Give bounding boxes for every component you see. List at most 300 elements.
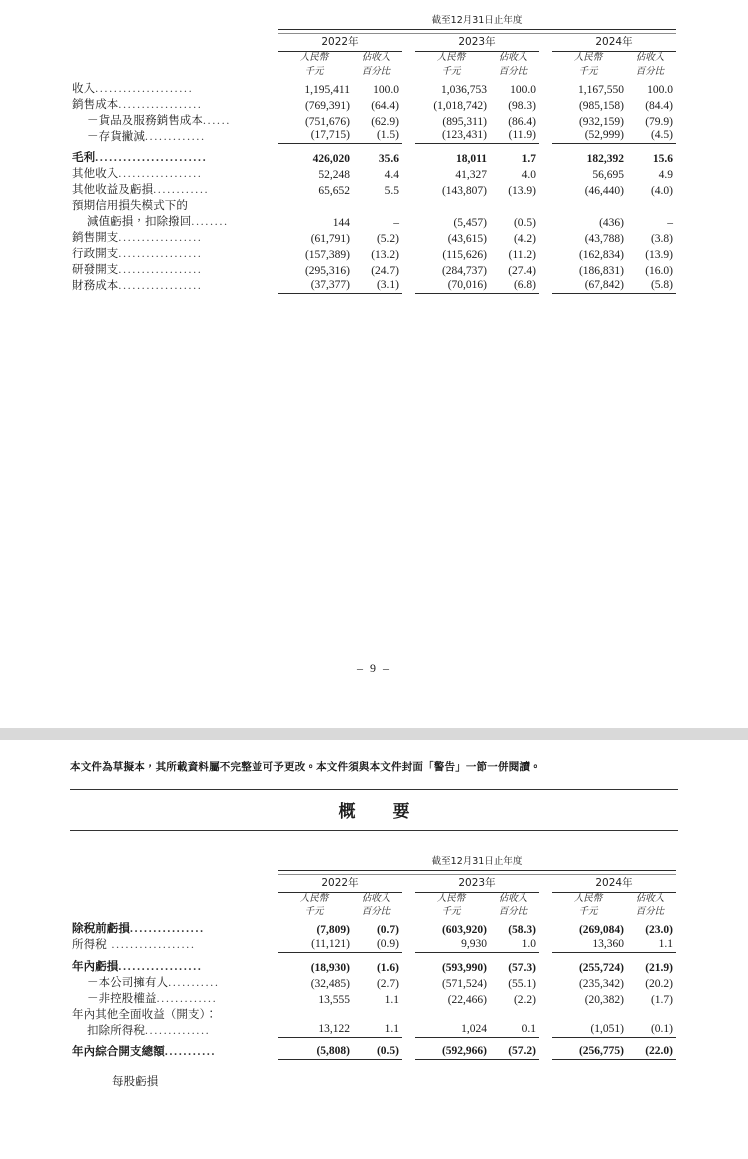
column-separator	[539, 80, 552, 96]
column-separator	[402, 261, 415, 277]
value-amount: 13,360	[552, 936, 624, 952]
value-amount: (769,391)	[304, 99, 350, 112]
value-amount: (115,626)	[442, 249, 487, 262]
unit-currency-2022	[278, 52, 350, 80]
spacer-cell	[624, 293, 676, 299]
column-separator	[402, 990, 415, 1006]
value-percent: (6.8)	[487, 277, 539, 293]
row-label	[72, 245, 264, 261]
year-sep-1	[402, 34, 415, 50]
row-label-text: 減值虧損，扣除撥回	[87, 214, 192, 229]
row-label-text: 銷售開支	[72, 230, 119, 245]
table-row	[72, 936, 676, 952]
unit-currency-line2: 千元	[304, 66, 324, 77]
value-amount: (5,808)	[278, 1043, 350, 1059]
row-spacer	[72, 293, 676, 299]
dot-leader: ..................	[118, 168, 203, 181]
column-separator	[402, 213, 415, 229]
row-label	[72, 920, 264, 936]
value-percent: 15.6	[652, 153, 673, 166]
table-header-group-1	[72, 12, 676, 80]
value-amount: (37,377)	[278, 277, 350, 293]
dot-leader: ......	[203, 114, 232, 127]
year-sep-2	[539, 874, 552, 890]
value-percent: (64.4)	[371, 99, 399, 112]
row-label	[72, 197, 264, 213]
value-amount: 18,011	[456, 153, 487, 166]
value-amount: 426,020	[312, 153, 350, 166]
table-row	[72, 96, 676, 112]
unit-currency-line1: 人民幣	[299, 53, 329, 63]
spacer-cell	[552, 293, 624, 299]
value-percent: (13.9)	[508, 185, 536, 198]
table-row	[72, 1022, 676, 1038]
dot-leader: .............	[156, 992, 218, 1005]
value-amount: 13,122	[278, 1022, 350, 1038]
value-percent: 5.5	[384, 185, 399, 198]
unit-pct-line2: 百分比	[498, 907, 528, 918]
label-gap	[264, 80, 278, 96]
cut-off-row-label: 每股虧損	[112, 1073, 159, 1088]
label-gap	[264, 1043, 278, 1059]
label-gap	[264, 213, 278, 229]
unit-pct-line2: 百分比	[635, 907, 665, 918]
label-gap	[264, 165, 278, 181]
table-row	[72, 149, 676, 165]
value-percent	[624, 1006, 676, 1022]
period-header-row	[72, 12, 676, 26]
value-amount: (895,311)	[442, 115, 487, 128]
column-separator	[402, 974, 415, 990]
unit-sep-2	[539, 892, 552, 920]
year-header-2024: 2024年	[595, 876, 633, 889]
table-row	[72, 245, 676, 261]
income-statement-table	[72, 12, 676, 299]
label-gap	[264, 245, 278, 261]
value-percent: (0.5)	[513, 217, 536, 230]
row-label-text: 收入	[72, 80, 96, 95]
value-amount: 1,195,411	[304, 83, 350, 96]
unit-blank	[72, 892, 264, 920]
column-separator	[402, 181, 415, 197]
comprehensive-income-body	[72, 920, 676, 1065]
value-percent: 4.9	[658, 169, 673, 182]
header-blank	[72, 12, 264, 26]
unit-pct-line1: 佔收入	[635, 893, 665, 904]
value-amount: (751,676)	[304, 115, 350, 128]
column-separator	[402, 1006, 415, 1022]
label-gap	[264, 1006, 278, 1022]
table-row	[72, 277, 676, 293]
value-amount: (143,807)	[441, 185, 487, 198]
column-separator	[402, 920, 415, 936]
unit-pct-2024	[624, 52, 676, 80]
row-label	[72, 936, 264, 952]
value-percent: (3.8)	[650, 233, 673, 246]
table-row	[72, 229, 676, 245]
value-amount: (235,342)	[578, 977, 624, 990]
spacer-cell	[278, 293, 350, 299]
value-percent: (24.7)	[371, 265, 399, 278]
row-label	[72, 958, 264, 974]
label-gap	[264, 974, 278, 990]
table-row	[72, 920, 676, 936]
row-label	[72, 990, 264, 1006]
value-percent: 1.1	[624, 936, 676, 952]
row-label-text: 其他收益及虧損	[72, 182, 154, 197]
row-label-text: －本公司擁有人	[87, 974, 169, 989]
value-percent: (79.9)	[645, 115, 673, 128]
value-amount: (162,834)	[578, 249, 624, 262]
unit-currency-line2: 千元	[441, 66, 461, 77]
unit-currency-line2: 千元	[304, 907, 324, 918]
unit-blank-gap	[264, 52, 278, 80]
unit-pct-line2: 百分比	[361, 907, 391, 918]
value-amount: 65,652	[318, 185, 350, 198]
value-percent: (27.4)	[508, 265, 536, 278]
row-label	[72, 1022, 264, 1038]
value-amount: (985,158)	[578, 99, 624, 112]
unit-currency-2024	[552, 892, 624, 920]
year-header-2022: 2022年	[321, 876, 359, 889]
value-amount	[415, 197, 487, 213]
value-amount: (269,084)	[578, 924, 624, 937]
spacer-cell	[539, 293, 552, 299]
label-gap	[264, 229, 278, 245]
value-percent: 1.1	[350, 1022, 402, 1038]
unit-sep-1	[402, 52, 415, 80]
value-percent: (5.2)	[376, 233, 399, 246]
row-label	[72, 974, 264, 990]
dot-leader: ..................	[106, 939, 196, 952]
unit-currency-2023	[415, 892, 487, 920]
year-header-2022: 2022年	[321, 36, 359, 48]
value-amount	[278, 1006, 350, 1022]
value-percent: 1.7	[521, 153, 536, 166]
row-label	[72, 1043, 264, 1059]
value-amount: (32,485)	[310, 977, 350, 990]
value-percent: (13.2)	[371, 249, 399, 262]
value-percent: (11.9)	[487, 128, 539, 144]
row-label-text: 銷售成本	[72, 96, 119, 111]
column-separator	[539, 213, 552, 229]
dot-leader: ..................	[118, 264, 203, 277]
value-percent: (1.6)	[376, 961, 399, 974]
column-separator	[539, 958, 552, 974]
unit-sep-1	[402, 892, 415, 920]
unit-pct-line2: 百分比	[361, 66, 391, 77]
year-blank	[72, 34, 264, 50]
value-percent	[487, 1006, 539, 1022]
column-separator	[539, 128, 552, 144]
table-row	[72, 128, 676, 144]
value-amount: (603,920)	[441, 924, 487, 937]
column-separator	[539, 245, 552, 261]
value-percent: (84.4)	[645, 99, 673, 112]
unit-pct-2023	[487, 892, 539, 920]
row-label-text: 預期信用損失模式下的	[72, 198, 188, 213]
row-label	[72, 165, 264, 181]
value-percent: –	[393, 217, 399, 230]
value-percent: (2.7)	[376, 977, 399, 990]
table-row	[72, 181, 676, 197]
column-separator	[402, 128, 415, 144]
value-amount: 9,930	[415, 936, 487, 952]
row-label	[72, 277, 264, 293]
value-amount: (593,990)	[441, 961, 487, 974]
unit-pct-line1: 佔收入	[361, 893, 391, 904]
row-label-text: 除稅前虧損	[72, 921, 130, 936]
value-percent: (5.8)	[624, 277, 676, 293]
row-label	[72, 261, 264, 277]
unit-currency-line1: 人民幣	[573, 53, 603, 63]
row-label-text: 其他收入	[72, 166, 119, 181]
dot-leader: .............	[145, 130, 206, 143]
row-label	[72, 181, 264, 197]
unit-pct-2022	[350, 52, 402, 80]
column-separator	[402, 1043, 415, 1059]
value-percent: (13.9)	[645, 249, 673, 262]
value-amount: (22,466)	[447, 993, 487, 1006]
section-title: 概 要	[338, 801, 420, 822]
table-row	[72, 1043, 676, 1059]
period-header-row	[72, 853, 676, 867]
unit-header-row	[72, 52, 676, 80]
row-label-text: －非控股權益	[87, 990, 157, 1005]
column-separator	[402, 165, 415, 181]
table-row	[72, 958, 676, 974]
value-percent	[487, 197, 539, 213]
row-label-text: 年內其他全面收益（開支）：	[72, 1006, 218, 1021]
column-separator	[539, 1022, 552, 1038]
value-amount: (11,121)	[278, 936, 350, 952]
row-label	[72, 112, 264, 128]
year-blank	[72, 874, 264, 890]
value-percent: (3.1)	[350, 277, 402, 293]
value-percent: (0.7)	[376, 924, 399, 937]
value-amount: 144	[332, 217, 350, 230]
column-separator	[402, 149, 415, 165]
value-percent: (4.2)	[513, 233, 536, 246]
value-percent: –	[667, 217, 673, 230]
value-percent: (20.2)	[645, 977, 673, 990]
value-percent: (86.4)	[508, 115, 536, 128]
year-header-row	[72, 34, 676, 50]
row-label	[72, 229, 264, 245]
column-separator	[402, 958, 415, 974]
table-row	[72, 80, 676, 96]
label-gap	[264, 277, 278, 293]
value-amount: (52,999)	[552, 128, 624, 144]
label-gap	[264, 96, 278, 112]
label-gap	[264, 920, 278, 936]
unit-pct-2022	[350, 892, 402, 920]
value-amount: (295,316)	[304, 265, 350, 278]
dot-leader: ...........	[164, 1046, 217, 1059]
column-separator	[539, 990, 552, 1006]
row-label-text: －存貨撇減	[87, 128, 145, 143]
value-amount: (157,389)	[304, 249, 350, 262]
page-number: – 9 –	[357, 661, 391, 675]
value-amount: (67,842)	[552, 277, 624, 293]
label-gap	[264, 958, 278, 974]
value-amount: 41,327	[455, 169, 487, 182]
comprehensive-income-table	[72, 853, 676, 1065]
header-blank-gap	[264, 853, 278, 867]
row-label-text: 財務成本	[72, 278, 119, 293]
value-amount: (5,457)	[453, 217, 487, 230]
unit-currency-2023	[415, 52, 487, 80]
row-label-text: 毛利	[72, 150, 96, 165]
unit-pct-line1: 佔收入	[498, 53, 528, 63]
value-percent: (57.3)	[508, 961, 536, 974]
unit-currency-line2: 千元	[578, 907, 598, 918]
comprehensive-income-table-wrapper	[0, 831, 748, 1065]
row-label	[72, 128, 264, 144]
income-statement-table-wrapper	[0, 0, 748, 299]
dot-leader: ................	[130, 923, 205, 936]
value-amount: (1,018,742)	[433, 99, 487, 112]
value-amount: 1,167,550	[578, 83, 624, 96]
value-amount: (43,615)	[447, 233, 487, 246]
value-percent: 1.0	[487, 936, 539, 952]
year-header-2023: 2023年	[458, 36, 496, 48]
table-row	[72, 974, 676, 990]
value-amount: (7,809)	[316, 924, 350, 937]
unit-sep-2	[539, 52, 552, 80]
header-blank-gap	[264, 12, 278, 26]
spacer-cell	[72, 293, 264, 299]
section-heading	[70, 789, 678, 831]
unit-currency-line1: 人民幣	[436, 893, 466, 904]
value-amount: (186,831)	[578, 265, 624, 278]
value-percent	[624, 197, 676, 213]
spacer-cell	[264, 293, 278, 299]
column-separator	[539, 229, 552, 245]
column-separator	[402, 245, 415, 261]
value-amount: (61,791)	[310, 233, 350, 246]
value-amount: (1,051)	[552, 1022, 624, 1038]
value-percent: (1.5)	[350, 128, 402, 144]
label-gap	[264, 197, 278, 213]
label-gap	[264, 990, 278, 1006]
dot-leader: ..................	[118, 232, 203, 245]
value-amount	[278, 197, 350, 213]
value-amount: (256,775)	[552, 1043, 624, 1059]
value-percent: 100.0	[647, 83, 673, 96]
table-row	[72, 213, 676, 229]
column-separator	[402, 936, 415, 952]
value-percent: (98.3)	[508, 99, 536, 112]
unit-pct-line1: 佔收入	[361, 53, 391, 63]
value-percent: (4.0)	[650, 185, 673, 198]
value-amount: 56,695	[592, 169, 624, 182]
dot-leader: ..................	[118, 248, 203, 261]
table-row	[72, 1006, 676, 1022]
column-separator	[402, 229, 415, 245]
unit-pct-2024	[624, 892, 676, 920]
row-label-text: 行政開支	[72, 246, 119, 261]
dot-leader: ...........	[168, 976, 220, 989]
value-percent: (22.0)	[624, 1043, 676, 1059]
value-percent: (16.0)	[645, 265, 673, 278]
column-separator	[402, 96, 415, 112]
dot-leader: ..................	[118, 960, 203, 973]
value-percent: (11.2)	[508, 249, 536, 262]
income-statement-body	[72, 80, 676, 299]
year-sep-1	[402, 874, 415, 890]
dot-leader: .....................	[95, 82, 194, 95]
value-amount: (255,724)	[578, 961, 624, 974]
label-gap	[264, 936, 278, 952]
unit-blank-gap	[264, 892, 278, 920]
row-label-text: 研發開支	[72, 262, 119, 277]
value-amount: 52,248	[318, 169, 350, 182]
year-header-2024: 2024年	[595, 36, 633, 48]
value-percent: (62.9)	[371, 115, 399, 128]
value-percent: (0.9)	[350, 936, 402, 952]
column-separator	[539, 920, 552, 936]
dot-leader: ..............	[145, 1024, 211, 1037]
label-gap	[264, 112, 278, 128]
year-sep-2	[539, 34, 552, 50]
dot-leader: ............	[153, 184, 210, 197]
value-amount: (123,431)	[415, 128, 487, 144]
unit-pct-line2: 百分比	[498, 66, 528, 77]
row-label-text: 所得稅	[72, 937, 107, 952]
table-row	[72, 112, 676, 128]
unit-currency-line2: 千元	[441, 907, 461, 918]
value-amount: (18,930)	[310, 961, 350, 974]
period-header-label: 截至12月31日止年度	[431, 855, 523, 867]
value-percent: 35.6	[378, 153, 399, 166]
value-percent: (1.7)	[650, 993, 673, 1006]
value-amount: (436)	[599, 217, 624, 230]
dot-leader: ..................	[118, 98, 203, 111]
column-separator	[539, 936, 552, 952]
value-percent	[350, 197, 402, 213]
value-percent: 1.1	[384, 993, 399, 1006]
dot-leader: ........	[191, 216, 229, 229]
value-amount: (43,788)	[584, 233, 624, 246]
unit-blank	[72, 52, 264, 80]
table-row	[72, 197, 676, 213]
unit-currency-line2: 千元	[578, 66, 598, 77]
value-percent: 100.0	[373, 83, 399, 96]
row-label	[72, 80, 264, 96]
unit-pct-line1: 佔收入	[498, 893, 528, 904]
year-header-2023: 2023年	[458, 876, 496, 889]
spacer-cell	[402, 293, 415, 299]
value-percent: 4.4	[384, 169, 399, 182]
spacer-cell	[487, 293, 539, 299]
unit-pct-line2: 百分比	[635, 66, 665, 77]
column-separator	[539, 112, 552, 128]
value-percent: (23.0)	[645, 924, 673, 937]
unit-pct-2023	[487, 52, 539, 80]
unit-currency-2024	[552, 52, 624, 80]
page-separator	[0, 728, 748, 740]
value-percent: (0.1)	[624, 1022, 676, 1038]
value-amount: 13,555	[318, 993, 350, 1006]
year-header-row	[72, 874, 676, 890]
table-header-group-2	[72, 853, 676, 921]
unit-currency-line1: 人民幣	[299, 893, 329, 904]
value-percent	[350, 1006, 402, 1022]
column-separator	[539, 197, 552, 213]
row-label	[72, 149, 264, 165]
row-label	[72, 213, 264, 229]
